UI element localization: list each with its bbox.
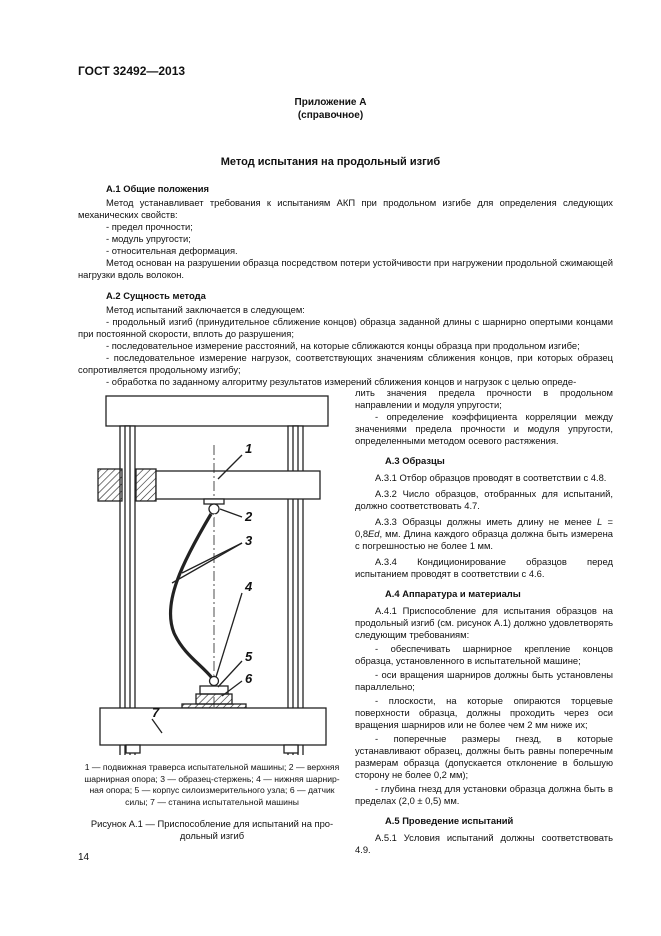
appendix-heading: [0, 96, 661, 122]
a1-item-3: - относительная деформация.: [106, 245, 238, 256]
figure-label-2: 2: [245, 509, 253, 524]
a3-p3-post: , мм. Длина каждого образца должна быть измерена с погрешностью не более 1 мм.: [355, 528, 613, 551]
a1-item-2: - модуль упругости;: [106, 233, 191, 244]
a2-item-5: - определение коэффициента корреляции между значениями предела прочности и модуля упругости, определенными методом осевого растяжения.: [355, 411, 613, 446]
a4-item-3: - плоскости, на которые опираются торцевые поверхности образца, должны проходить через оси вращения шарниров или не более чем 2 мм ниже их;: [355, 695, 613, 730]
a2-item-4-continued: лить значения предела прочности в продольном направлении и модуля упругости;: [355, 387, 613, 410]
left-guide-inner: [136, 469, 156, 501]
right-column: [355, 387, 613, 856]
figure-legend: [78, 762, 346, 808]
section-a2-heading: А.2 Сущность метода: [106, 290, 206, 301]
page-number: 14: [78, 852, 90, 863]
a3-paragraph-1: А.3.1 Отбор образцов проводят в соответствии с 4.8.: [375, 472, 607, 483]
a5-paragraph-1: А.5.1 Условия испытаний должны соответствовать 4.9.: [355, 832, 613, 855]
moving-traverse: [156, 471, 320, 499]
a2-item-1: - продольный изгиб (принудительное сближение концов) образца заданной длины с шарнирно опертыми концами при постоянной скорости, вплоть до разрушения;: [78, 316, 613, 339]
figure-label-3: 3: [245, 533, 253, 548]
machine-base: [100, 708, 326, 745]
left-guide: [98, 469, 122, 501]
appendix-title: Приложение А: [294, 97, 367, 108]
a3-paragraph-3: [355, 516, 613, 552]
figure-caption: [78, 818, 346, 842]
lower-hinge: [210, 677, 219, 686]
figure-label-4: 4: [245, 579, 253, 594]
appendix-subtitle: (справочное): [297, 110, 364, 121]
a2-item-4-start: - обработка по заданному алгоритму результатов измерений сближения концов и нагрузок с целью опреде-: [106, 376, 577, 387]
figure-label-1: 1: [245, 441, 253, 456]
a4-item-2: - оси вращения шарниров должны быть установлены параллельно;: [355, 669, 613, 692]
section-a1-body: [78, 197, 613, 281]
a1-item-1: - предел прочности;: [106, 221, 193, 232]
specimen-rod: [170, 514, 212, 678]
formula-l: L: [597, 516, 603, 527]
section-a2-body: [78, 304, 613, 388]
a3-paragraph-4: А.3.4 Кондиционирование образцов перед испытанием проводят в соответствии с 4.6.: [355, 556, 613, 579]
section-a4-heading: А.4 Аппаратура и материалы: [385, 588, 521, 599]
upper-hinge: [209, 504, 219, 514]
a1-paragraph-2: Метод основан на разрушении образца посредством потери устойчивости при нагружении продольной сжимающей нагрузки вдоль волокон.: [78, 257, 613, 280]
a2-item-3: - последовательное измерение нагрузок, соответствующих значениям сближения концов, при которых образец сопротивляется продольному изгибу;: [78, 352, 613, 375]
document-header: ГОСТ 32492—2013: [78, 64, 186, 78]
section-a3-heading: А.3 Образцы: [385, 455, 445, 466]
formula-ed: Ed: [368, 528, 380, 539]
figure-label-5: 5: [245, 649, 253, 664]
legend-line-1: 1 — подвижная траверса испытательной машины; 2 — верхняя: [84, 762, 340, 772]
caption-line-1: Рисунок А.1 — Приспособление для испытаний на про-: [90, 818, 334, 829]
a2-paragraph-1: Метод испытаний заключается в следующем:: [106, 304, 305, 315]
section-a5-heading: А.5 Проведение испытаний: [385, 815, 514, 826]
formula-eq: = 0,8: [355, 516, 613, 539]
a4-item-5: - глубина гнезд для установки образца должна быть в пределах (2,0 ± 0,5) мм.: [355, 783, 613, 806]
a4-item-1: - обеспечивать шарнирное крепление концов образца, установленного в испытательной машине;: [355, 643, 613, 666]
figure-label-6: 6: [245, 671, 253, 686]
a2-item-2: - последовательное измерение расстояний, на которые сближаются концы образца при продольном изгибе;: [106, 340, 580, 351]
a3-p3-pre: А.3.3 Образцы должны иметь длину не менее: [375, 516, 597, 527]
figure-a1-drawing: [92, 393, 342, 755]
figure-label-7: 7: [152, 705, 160, 720]
force-sensor: [196, 694, 232, 704]
a3-paragraph-2: А.3.2 Число образцов, отобранных для испытаний, должно соответствовать 4.7.: [355, 488, 613, 511]
load-cell-housing: [200, 686, 228, 694]
legend-line-4: силы; 7 — станина испытательной машины: [125, 796, 299, 807]
section-a1-heading: А.1 Общие положения: [106, 183, 209, 194]
a4-item-4: - поперечные размеры гнезд, в которые устанавливают образец, должны быть равны поперечным размерам образца (допускается отклонение в большую сторону не более 0,2 мм);: [355, 733, 613, 780]
document-title: Метод испытания на продольный изгиб: [220, 156, 441, 168]
legend-line-3: ная опора; 5 — корпус силоизмерительного узла; 6 — датчик: [89, 785, 335, 795]
top-crossbar: [106, 396, 328, 426]
a4-paragraph-1: А.4.1 Приспособление для испытания образцов на продольный изгиб (см. рисунок А.1) должно удовлетворять следующим требованиям:: [355, 605, 613, 640]
legend-line-2: шарнирная опора; 3 — образец-стержень; 4 — нижняя шарнир-: [84, 773, 340, 784]
caption-line-2: дольный изгиб: [179, 830, 245, 841]
a1-paragraph-1: Метод устанавливает требования к испытаниям АКП при продольном изгибе для определения следующих механических свойств:: [78, 197, 613, 220]
